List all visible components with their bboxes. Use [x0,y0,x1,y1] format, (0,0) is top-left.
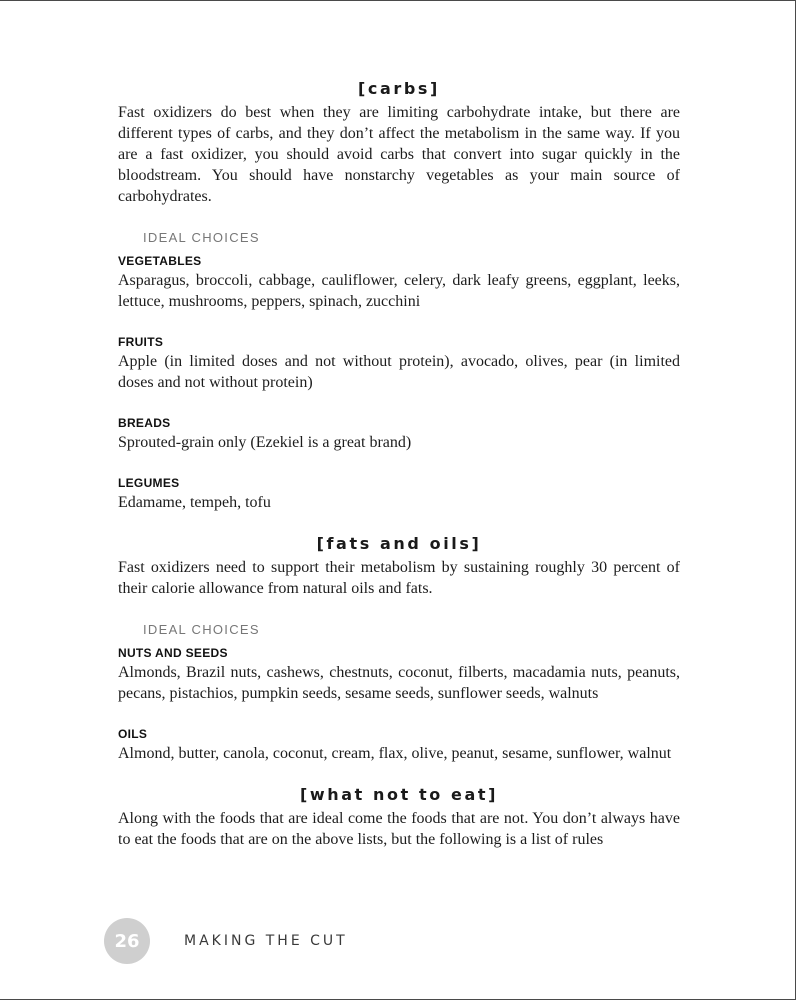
category-oils-items: Almond, butter, canola, coconut, cream, flax, olive, peanut, sesame, sunflower, walnut [118,745,672,762]
fats-ideal-choices-label: IDEAL CHOICES [143,622,260,637]
category-oils-label: OILS [118,727,148,741]
carbs-intro-paragraph: Fast oxidizers do best when they are limiting carbohydrate intake, but there are different types of carbs, and they don’t affect the metabolism in the same way. If you are a fast oxidizer, you should avoid carbs that convert into sugar quickly in the bloodstream. You should have nonstarchy vegetables as your main source of carbohydrates. [118,104,680,205]
page-footer [104,918,348,964]
page-content [118,78,680,850]
category-vegetables-label: VEGETABLES [118,254,202,268]
category-fruits-label: FRUITS [118,335,164,349]
section-heading-fats-and-oils: [fats and oils] [316,534,482,553]
category-legumes-items: Edamame, tempeh, tofu [118,494,271,511]
category-breads-label: BREADS [118,416,171,430]
category-legumes-label: LEGUMES [118,476,180,490]
category-nuts-and-seeds-items: Almonds, Brazil nuts, cashews, chestnuts, coconut, filberts, macadamia nuts, peanuts, pecans, pistachios, pumpkin seeds, sesame seeds, sunflower seeds, walnuts [118,664,680,702]
section-heading-what-not-to-eat: [what not to eat] [299,785,499,804]
category-fruits-items: Apple (in limited doses and not without protein), avocado, olives, pear (in limited doses and not without protein) [118,353,680,391]
category-vegetables-items: Asparagus, broccoli, cabbage, cauliflower, celery, dark leafy greens, eggplant, leeks, lettuce, mushrooms, peppers, spinach, zucchini [118,272,680,310]
carbs-ideal-choices-label: IDEAL CHOICES [143,230,260,245]
category-breads-items: Sprouted-grain only (Ezekiel is a great brand) [118,434,412,451]
fats-intro-paragraph: Fast oxidizers need to support their metabolism by sustaining roughly 30 percent of their calorie allowance from natural oils and fats. [118,559,680,597]
section-heading-carbs: [carbs] [358,79,440,98]
page-number-badge: 26 [104,918,150,964]
what-not-to-eat-paragraph: Along with the foods that are ideal come the foods that are not. You don’t always have to eat the foods that are on the above lists, but the following is a list of rules [118,810,680,848]
running-title: MAKING THE CUT [184,933,348,949]
category-nuts-and-seeds-label: NUTS AND SEEDS [118,646,228,660]
